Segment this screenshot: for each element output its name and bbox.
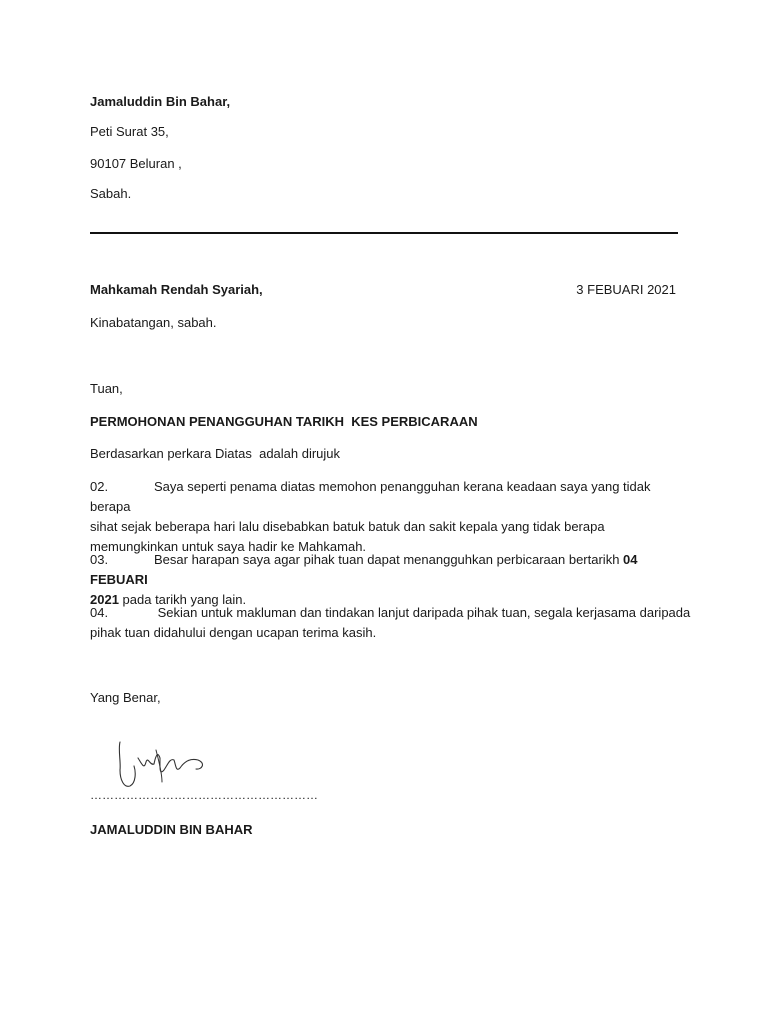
header-divider [90,232,678,234]
paragraph-02 [90,477,680,557]
paragraph-03 [90,550,680,610]
paragraph-text: pihak tuan didahului dengan ucapan terima kasih. [90,625,377,640]
paragraph-text: Sekian untuk makluman dan tindakan lanjut daripada pihak tuan, segala kerjasama daripada [154,605,691,620]
paragraph-04 [90,603,691,643]
subject-line: PERMOHONAN PENANGGUHAN TARIKH KES PERBICARAAN [90,414,478,429]
sender-address-line-1: Peti Surat 35, [90,124,169,139]
paragraph-text: Besar harapan saya agar pihak tuan dapat menangguhkan perbicaraan bertarikh [154,552,624,567]
recipient-address: Kinabatangan, sabah. [90,315,217,330]
salutation: Tuan, [90,381,123,396]
sender-name: Jamaluddin Bin Bahar, [90,94,231,109]
hearing-year-bold: 2021 [90,592,119,607]
sender-address-line-2: 90107 Beluran , [90,156,182,171]
closing: Yang Benar, [90,690,161,705]
paragraph-number: 04. [90,605,109,620]
recipient-name: Mahkamah Rendah Syariah, [90,282,263,297]
paragraph-text: Saya seperti penama diatas memohon penangguhan kerana keadaan saya yang tidak berapa [90,479,651,514]
hearing-date-bold: 04 FEBUARI [90,552,638,587]
paragraph-text: sihat sejak beberapa hari lalu disebabkan batuk batuk dan sakit kepala yang tidak berapa [90,519,605,534]
signature-line: ………………………………………………… [90,788,318,802]
paragraph-text: memungkinkan untuk saya hadir ke Mahkamah. [90,539,367,554]
sender-address-line-3: Sabah. [90,186,132,201]
signatory-name: JAMALUDDIN BIN BAHAR [90,822,253,837]
reference-line: Berdasarkan perkara Diatas adalah dirujuk [90,446,341,461]
letter-date: 3 FEBUARI 2021 [576,282,676,297]
paragraph-number: 03. [90,552,109,567]
handwritten-signature [112,736,222,796]
paragraph-text: pada tarikh yang lain. [118,592,247,607]
paragraph-number: 02. [90,479,109,494]
